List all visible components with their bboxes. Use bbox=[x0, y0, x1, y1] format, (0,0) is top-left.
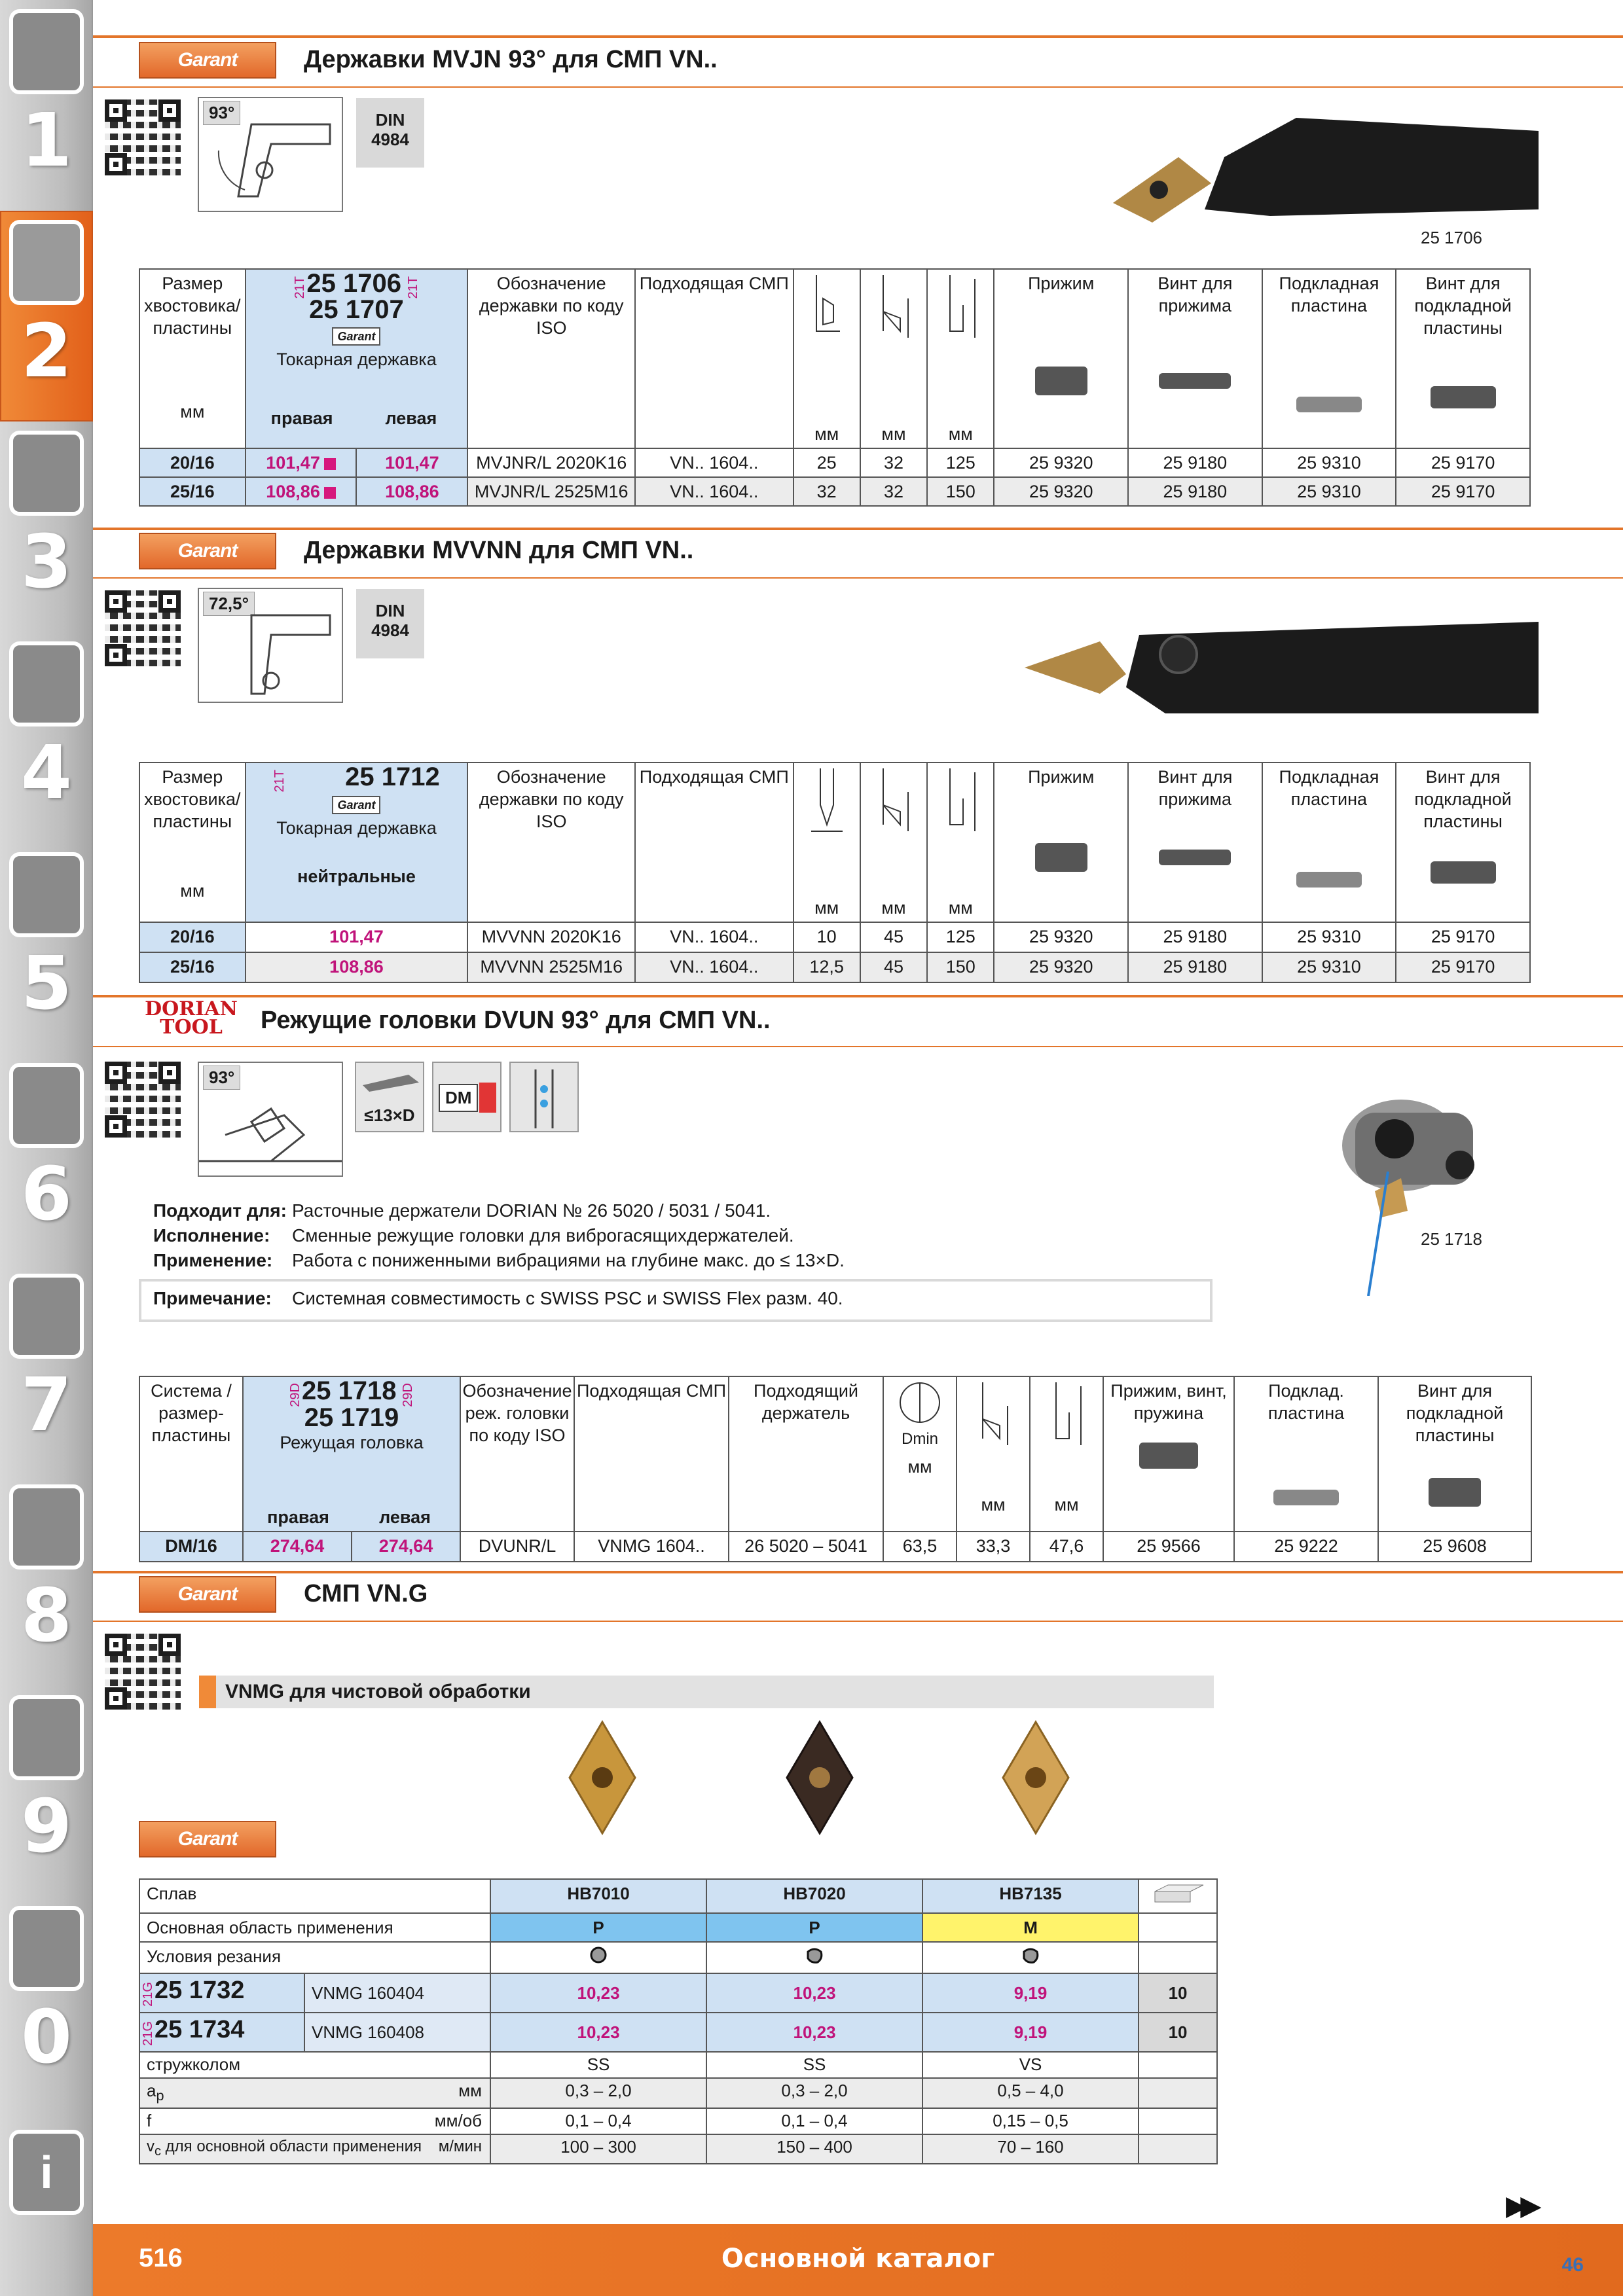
insert-table: Сплав HB7010 HB7020 HB7135 Основная область применения P P M Условия резания 21G25 1732 VNMG 160404 10,23 10,23 9,19 10 21G25 1734 VNMG 160408 10,23 10,23 9,19 10 стружколом SS SS VS $a_p$ мм 0,3 – 2,0 0,3 – 2,0 0,5 – 4,0 f мм/об 0,1 – 0,4 0,1 – 0,4 0,15 – 0,5 $v_c$ для основной области применения м/мин 100 – 300 150 – 400 70 – 160 bbox=[139, 1878, 1218, 2164]
chapter-tab-4[interactable]: 4 bbox=[0, 632, 93, 843]
header-dmin: Dmin мм bbox=[883, 1376, 957, 1532]
boring-head-sketch-icon bbox=[199, 1063, 342, 1175]
in-stock-marker bbox=[324, 458, 336, 470]
garant-logo: Garant bbox=[139, 533, 276, 569]
tool-holder-icon bbox=[9, 431, 84, 516]
pack-header bbox=[1139, 1879, 1217, 1913]
execution-row: Исполнение: Сменные режущие головки для виброгасящихдержателей. bbox=[153, 1225, 794, 1246]
clamp-icon bbox=[1035, 843, 1087, 872]
header-screw: Винт для прижима bbox=[1128, 762, 1262, 922]
photo-article-number: 25 1718 bbox=[1421, 1229, 1482, 1249]
chapter-tab-info[interactable] bbox=[0, 2121, 93, 2224]
chapter-sidebar bbox=[0, 0, 93, 2296]
page-footer bbox=[93, 2224, 1623, 2296]
damping-icon bbox=[479, 1083, 496, 1113]
page-number: 516 bbox=[139, 2244, 183, 2272]
insert-photo-hb7010 bbox=[563, 1719, 642, 1837]
garant-logo: Garant bbox=[139, 1821, 276, 1857]
header-system: Система / размер- пластины bbox=[139, 1376, 243, 1532]
approach-angle-diagram: 72,5° bbox=[198, 588, 343, 703]
insert-photo-hb7135 bbox=[996, 1719, 1075, 1837]
screw-icon bbox=[1159, 850, 1231, 865]
table-row: 25/16 108,86 108,86 MVJNR/L 2525M16 VN.. 1604.. 32 32 150 25 9320 25 9180 25 9310 25 9170 bbox=[139, 477, 1530, 506]
subsection-bar: VNMG для чистовой обработки bbox=[199, 1676, 1214, 1708]
table-row: DM/16 274,64 274,64 DVUNR/L VNMG 1604.. 26 5020 – 5041 63,5 33,3 47,6 25 9566 25 9222 25 9608 bbox=[139, 1532, 1531, 1562]
pliers-icon bbox=[9, 1274, 84, 1359]
normal-condition-icon bbox=[1021, 1945, 1040, 1965]
header-insert: Подходящая СМП bbox=[574, 1376, 729, 1532]
turning-insert-icon bbox=[9, 220, 84, 305]
section-divider bbox=[93, 1621, 1623, 1622]
application-row: Применение: Работа с пониженными вибрациями на глубине макс. до ≤ 13×D. bbox=[153, 1250, 845, 1270]
table-row: 25/16 108,86 MVVNN 2525M16 VN.. 1604.. 12,5 45 150 25 9320 25 9180 25 9310 25 9170 bbox=[139, 952, 1530, 982]
insert-photo-hb7020 bbox=[780, 1719, 859, 1837]
chapter-tab-3[interactable]: 3 bbox=[0, 422, 93, 632]
table-row: 21G25 1732 VNMG 160404 10,23 10,23 9,19 10 bbox=[139, 1973, 1217, 2013]
cutting-head-photo bbox=[1329, 1073, 1519, 1296]
qr-code[interactable] bbox=[105, 1062, 181, 1138]
header-iso: Обозначение реж. головки по коду ISO bbox=[460, 1376, 574, 1532]
in-stock-marker bbox=[324, 487, 336, 499]
next-page-arrows-icon[interactable]: ▶▶ bbox=[1506, 2190, 1535, 2221]
header-insert: Подходящая СМП bbox=[635, 762, 793, 922]
holder-sketch-icon bbox=[199, 98, 342, 211]
section-page-number: 46 bbox=[1561, 2254, 1584, 2276]
header-shim-screw: Винт для подкладной пластины bbox=[1396, 762, 1530, 922]
header-clamp: Прижим, винт, пружина bbox=[1103, 1376, 1234, 1532]
chapter-tab-7[interactable]: 7 bbox=[0, 1265, 93, 1475]
dimension-sketch-icon bbox=[941, 766, 980, 838]
header-shim-screw: Винт для подкладной пластины bbox=[1396, 269, 1530, 448]
header-dim-c: мм bbox=[927, 269, 994, 448]
internal-coolant-icon bbox=[509, 1062, 579, 1132]
photo-article-number: 25 1706 bbox=[1421, 228, 1482, 247]
table-row: 20/16 101,47 MVVNN 2020K16 VN.. 1604.. 10 45 125 25 9320 25 9180 25 9310 25 9170 bbox=[139, 922, 1530, 952]
screw-icon bbox=[1159, 373, 1231, 389]
boring-bar-icon bbox=[356, 1063, 423, 1102]
header-size: Размер хвостовика/ пластины мм bbox=[139, 269, 246, 448]
shim-screw-icon bbox=[1431, 861, 1496, 884]
chapter-tab-1[interactable]: 1 bbox=[0, 0, 93, 211]
header-iso: Обозначение державки по коду ISO bbox=[467, 269, 635, 448]
section-divider bbox=[93, 577, 1623, 579]
header-dim-a: мм bbox=[793, 762, 860, 922]
dimension-sketch-icon bbox=[1047, 1380, 1086, 1452]
header-dim-c: мм bbox=[927, 762, 994, 922]
pack-box-icon bbox=[1148, 1882, 1207, 1905]
shim-screw-icon bbox=[1431, 386, 1496, 408]
header-shim: Подкладная пластина bbox=[1262, 762, 1396, 922]
catalog-title: Основной каталог bbox=[721, 2244, 995, 2274]
qr-code[interactable] bbox=[105, 590, 181, 666]
qr-code[interactable] bbox=[105, 99, 181, 175]
holder-sketch-icon bbox=[199, 589, 342, 702]
stable-condition-icon bbox=[589, 1945, 608, 1965]
shim-icon bbox=[1296, 872, 1362, 888]
header-article: 29D25 1718 29D25 1719 Режущая головка правая левая bbox=[243, 1376, 460, 1532]
workbench-icon bbox=[9, 1695, 84, 1780]
chapter-tab-0[interactable]: 0 bbox=[0, 1897, 93, 2108]
header-holder: Подходящий держатель bbox=[729, 1376, 883, 1532]
toolbox-icon bbox=[9, 1484, 84, 1570]
shim-icon bbox=[1296, 397, 1362, 412]
dimension-sketch-icon bbox=[974, 1380, 1013, 1452]
header-iso: Обозначение державки по коду ISO bbox=[467, 762, 635, 922]
fits-row: Подходит для: Расточные держатели DORIAN № 26 5020 / 5031 / 5041. bbox=[153, 1200, 771, 1221]
chapter-tab-8[interactable]: 8 bbox=[0, 1475, 93, 1686]
damping-system-badge: DM bbox=[432, 1062, 501, 1132]
saw-blade-icon bbox=[9, 852, 84, 937]
dimension-sketch-icon bbox=[941, 272, 980, 344]
dimension-sketch-icon bbox=[874, 272, 913, 344]
clamp-screw-spring-icon bbox=[1139, 1443, 1198, 1469]
bore-diameter-icon bbox=[897, 1380, 943, 1426]
drill-icon bbox=[9, 9, 84, 94]
wrench-icon bbox=[9, 1063, 84, 1148]
clamp-icon bbox=[1035, 367, 1087, 395]
header-dim-c: мм bbox=[1030, 1376, 1103, 1532]
header-shim-screw: Винт для подкладной пластины bbox=[1378, 1376, 1531, 1532]
section-divider bbox=[93, 86, 1623, 88]
header-article: 21T25 1706 21T25 1707 Garant Токарная державка правая левая bbox=[246, 269, 468, 448]
header-article: 21T 25 1712 Garant Токарная державка нейтральные bbox=[246, 762, 468, 922]
chapter-tab-9[interactable]: 9 bbox=[0, 1686, 93, 1897]
normal-condition-icon bbox=[805, 1945, 824, 1965]
header-dim-b: мм bbox=[860, 762, 927, 922]
header-dim-a: мм bbox=[793, 269, 860, 448]
header-dim-b: мм bbox=[957, 1376, 1030, 1532]
section-divider bbox=[93, 528, 1623, 530]
section-title: Державки MVVNN для СМП VN.. bbox=[304, 537, 694, 564]
section-divider bbox=[93, 35, 1623, 38]
tool-holder-photo bbox=[1021, 615, 1539, 726]
depth-ratio-badge: ≤13×D bbox=[355, 1062, 424, 1132]
section-title: Режущие головки DVUN 93° для СМП VN.. bbox=[261, 1007, 771, 1034]
header-insert: Подходящая СМП bbox=[635, 269, 793, 448]
header-shim: Подклад. пластина bbox=[1234, 1376, 1378, 1532]
din-badge: DIN 4984 bbox=[356, 98, 424, 168]
safety-goggles-icon bbox=[9, 1906, 84, 1991]
dimension-sketch-icon bbox=[807, 766, 847, 838]
shim-icon bbox=[1273, 1490, 1339, 1505]
din-badge: DIN 4984 bbox=[356, 589, 424, 658]
qr-code[interactable] bbox=[105, 1634, 181, 1710]
header-dim-b: мм bbox=[860, 269, 927, 448]
chapter-tab-6[interactable]: 6 bbox=[0, 1054, 93, 1265]
info-icon: i bbox=[9, 2130, 84, 2215]
garant-logo: Garant bbox=[139, 1576, 276, 1613]
note-box: Примечание: Системная совместимость с SWISS PSC и SWISS Flex разм. 40. bbox=[139, 1279, 1213, 1322]
section-divider bbox=[93, 1046, 1623, 1047]
header-screw: Винт для прижима bbox=[1128, 269, 1262, 448]
dimension-sketch-icon bbox=[807, 272, 847, 344]
dimension-sketch-icon bbox=[874, 766, 913, 838]
header-size: Размер хвостовика/ пластины мм bbox=[139, 762, 246, 922]
table-row: 21G25 1734 VNMG 160408 10,23 10,23 9,19 10 bbox=[139, 2013, 1217, 2052]
chapter-tab-2[interactable]: 2 bbox=[0, 211, 93, 422]
dorian-logo: DORIAN TOOL bbox=[145, 997, 238, 1039]
garant-logo: Garant bbox=[139, 42, 276, 79]
caliper-icon bbox=[9, 641, 84, 726]
section-title: СМП VN.G bbox=[304, 1580, 428, 1607]
header-shim: Подкладная пластина bbox=[1262, 269, 1396, 448]
section-divider bbox=[93, 1571, 1623, 1573]
holder-table-mvvnn bbox=[139, 762, 1531, 983]
header-clamp: Прижим bbox=[994, 269, 1128, 448]
chapter-tab-5[interactable]: 5 bbox=[0, 843, 93, 1054]
cutting-head-table bbox=[139, 1376, 1532, 1562]
table-row: 20/16 101,47 101,47 MVJNR/L 2020K16 VN.. 1604.. 25 32 125 25 9320 25 9180 25 9310 25 9170 bbox=[139, 448, 1530, 477]
holder-table-mvjn bbox=[139, 268, 1531, 507]
approach-angle-diagram: 93° bbox=[198, 97, 343, 212]
section-title: Державки MVJN 93° для СМП VN.. bbox=[304, 46, 718, 73]
section-divider bbox=[93, 995, 1623, 997]
header-clamp: Прижим bbox=[994, 762, 1128, 922]
shim-screw-icon bbox=[1429, 1478, 1481, 1507]
tool-holder-photo bbox=[1106, 111, 1539, 236]
approach-angle-diagram: 93° bbox=[198, 1062, 343, 1177]
